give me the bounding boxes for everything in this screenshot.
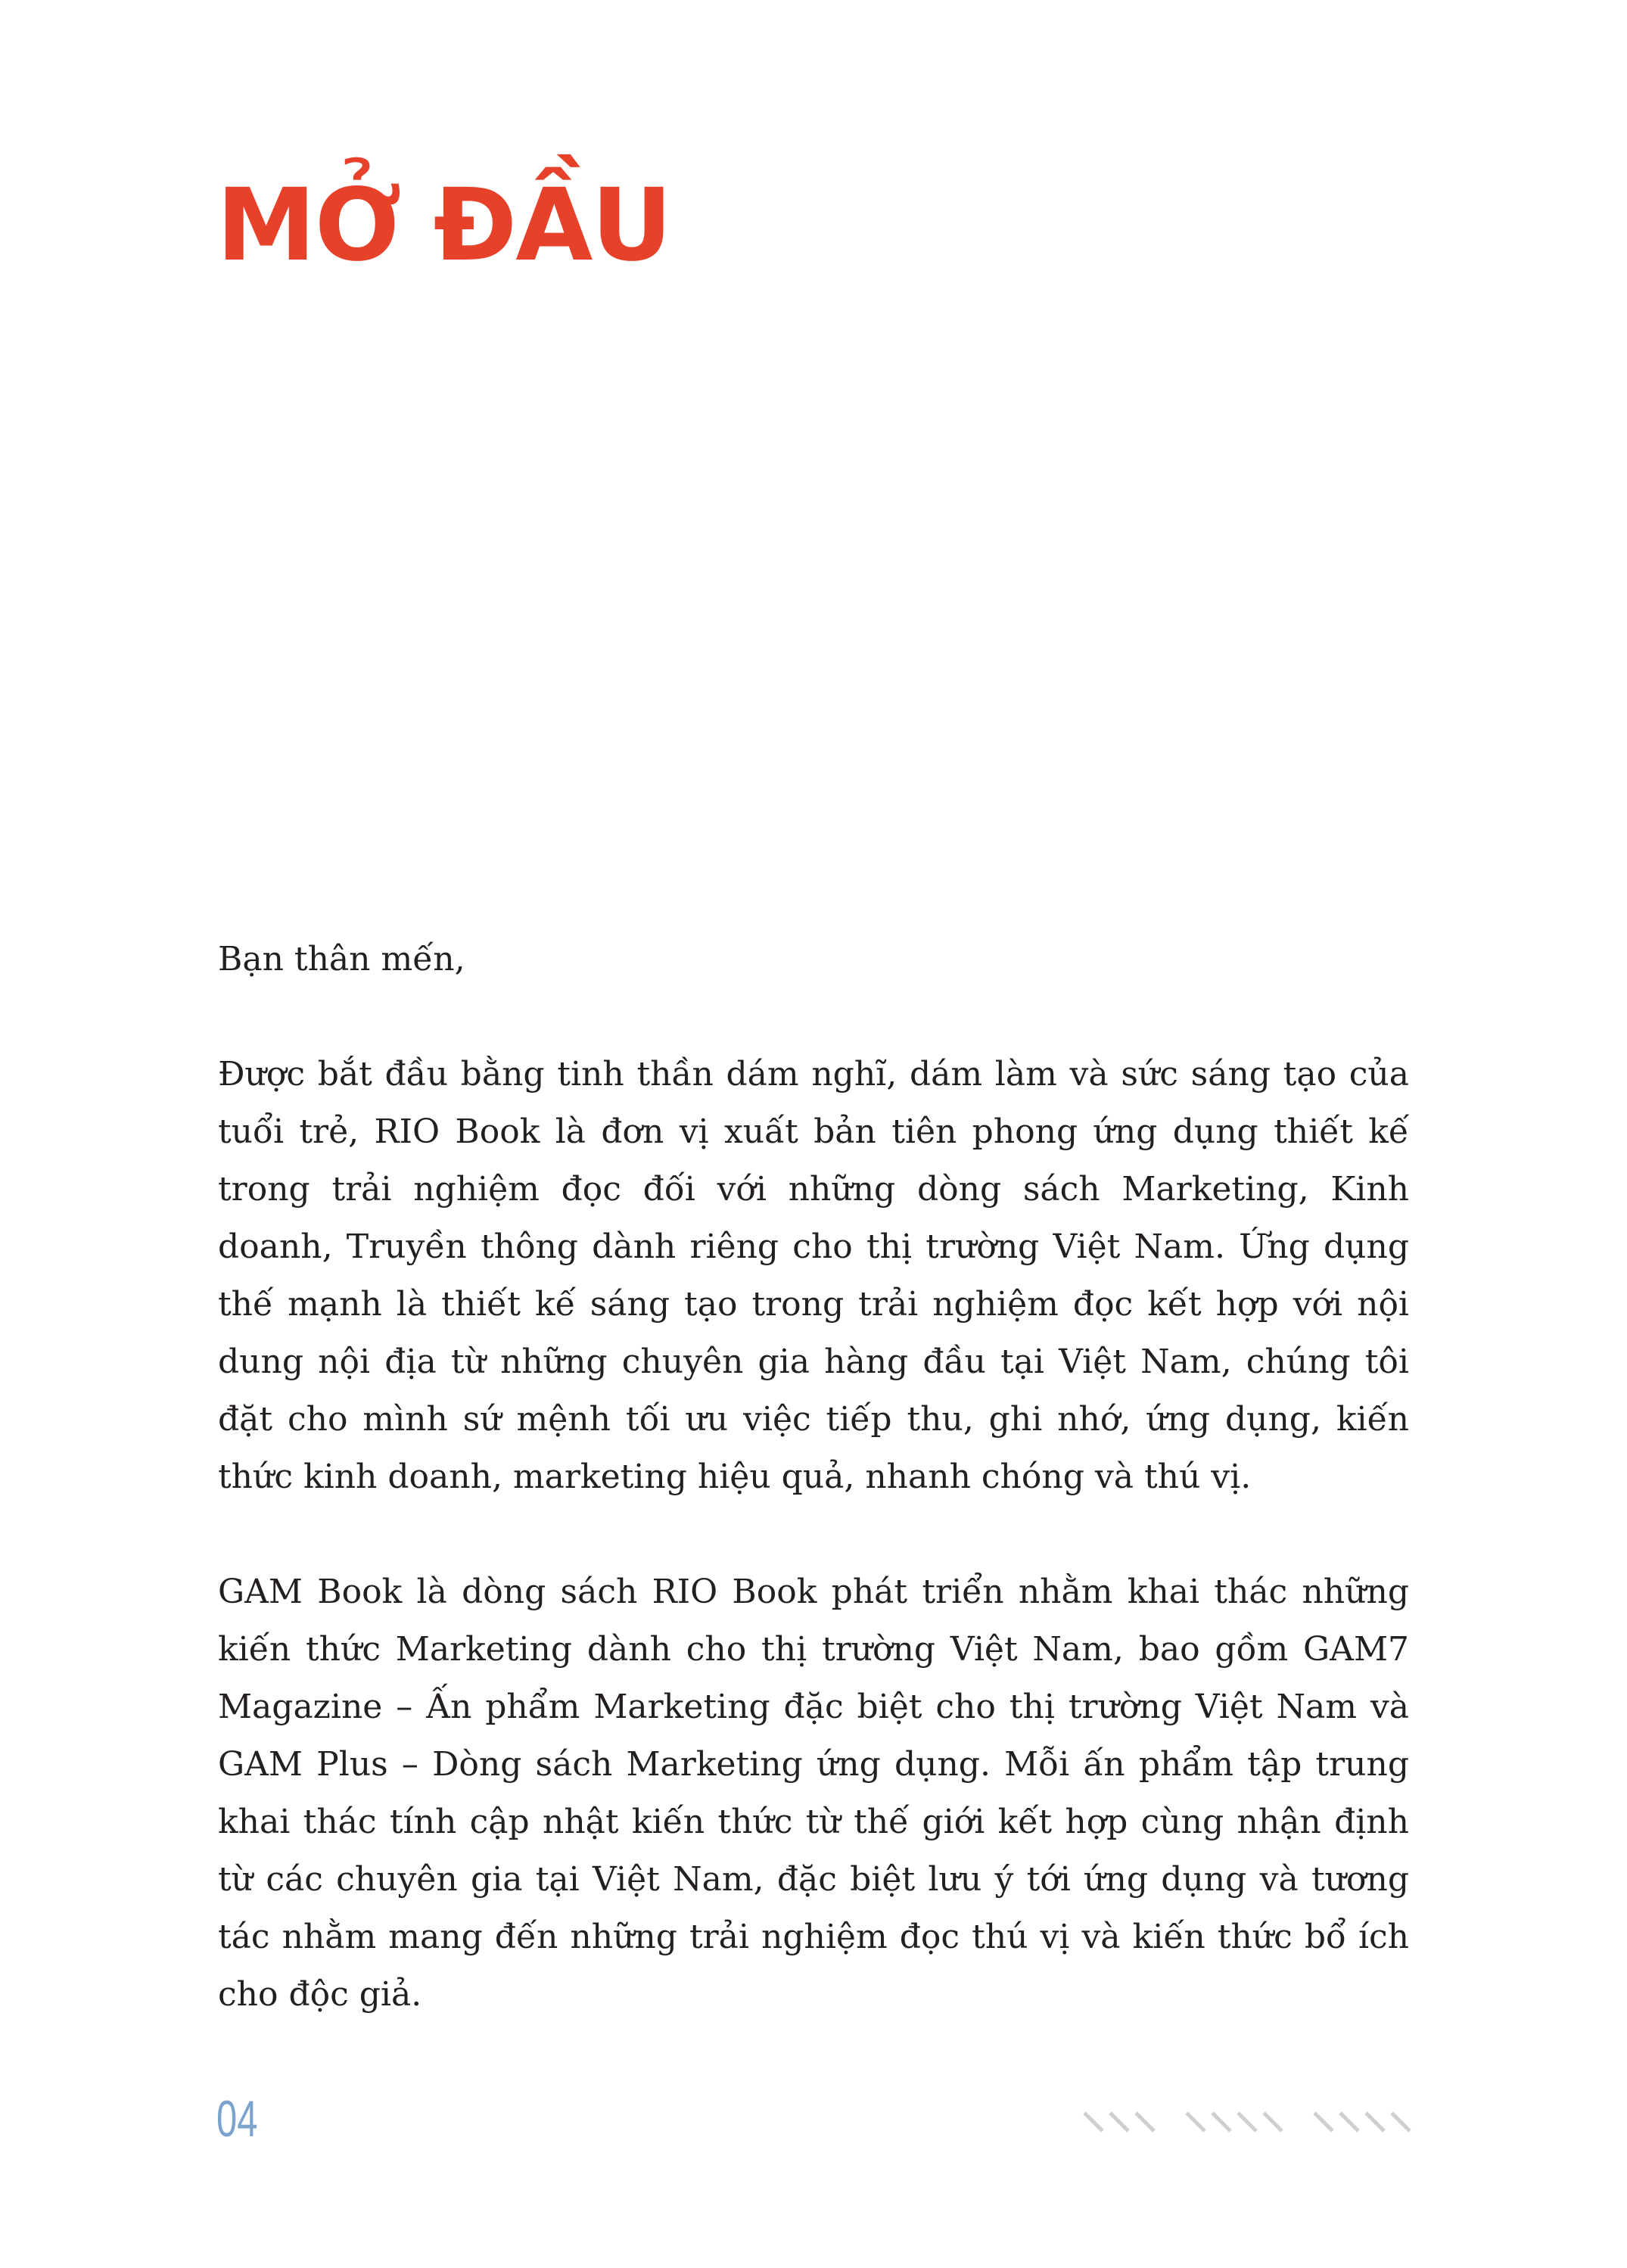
page-number: 04	[216, 2090, 258, 2148]
paragraph-intro: Được bắt đầu bằng tinh thần dám nghĩ, dám làm và sức sáng tạo của tuổi trẻ, RIO Book là đơn vị xuất bản tiên phong ứng dụng thiết kế trong trải nghiệm đọc đối với những dòng sách Marketing, Kinh doanh, Truyền thông dành riêng cho thị trường Việt Nam. Ứng dụng thế mạnh là thiết kế sáng tạo trong trải nghiệm đọc kết hợp với nội dung nội địa từ những chuyên gia hàng đầu tại Việt Nam, chúng tôi đặt cho mình sứ mệnh tối ưu việc tiếp thu, ghi nhớ, ứng dụng, kiến thức kinh doanh, marketing hiệu quả, nhanh chóng và thú vị.	[218, 1055, 1409, 1496]
page-title: MỞ ĐẦU	[216, 167, 671, 284]
greeting: Bạn thân mến,	[218, 940, 465, 978]
paragraph-gam-book: GAM Book là dòng sách RIO Book phát triển nhằm khai thác những kiến thức Marketing dành cho thị trường Việt Nam, bao gồm GAM7 Magazine – Ấn phẩm Marketing đặc biệt cho thị trường Việt Nam và GAM Plus – Dòng sách Marketing ứng dụng. Mỗi ấn phẩm tập trung khai thác tính cập nhật kiến thức từ thế giới kết hợp cùng nhận định từ các chuyên gia tại Việt Nam, đặc biệt lưu ý tới ứng dụng và tương tác nhằm mang đến những trải nghiệm đọc thú vị và kiến thức bổ ích cho độc giả.	[218, 1573, 1409, 2014]
